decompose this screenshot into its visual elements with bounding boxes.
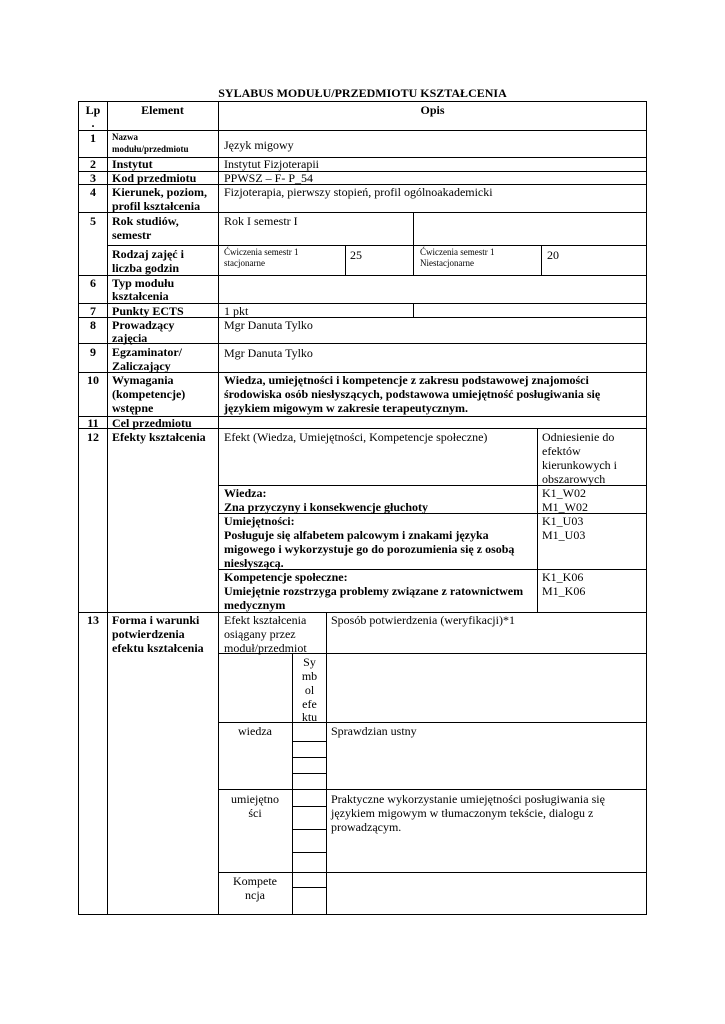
row-label: Efekty kształcenia <box>112 430 206 444</box>
stacjonarne-hours: 25 <box>350 248 362 262</box>
row-number: 2 <box>90 157 96 171</box>
symbol-header: Sy <box>303 655 316 669</box>
wiedza-ref: K1_W02 <box>542 486 586 500</box>
wiedza-text: Zna przyczyny i konsekwencje głuchoty <box>224 500 428 514</box>
row-label: Rodzaj zajęć i <box>112 247 184 261</box>
umiejetnosci-text: niesłyszącą. <box>224 556 284 570</box>
wiedza-heading: Wiedza: <box>224 486 267 500</box>
row-label: Prowadzący <box>112 318 175 332</box>
wiedza-ref: M1_W02 <box>542 500 588 514</box>
row-label: semestr <box>112 228 152 242</box>
header-lp: Lp <box>85 103 101 117</box>
umiejetnosci-text: migowego i wykorzystuje go do porozumienia się z osobą <box>224 542 515 556</box>
reference-header: obszarowych <box>542 472 606 486</box>
symbol-header: efe <box>302 697 317 711</box>
symbol-header: ktu <box>301 710 318 724</box>
row-label: Zaliczający <box>112 359 171 373</box>
umiejetnosci-text: Posługuje się alfabetem palcowym i znakami języka <box>224 528 489 542</box>
row-number: 8 <box>90 318 96 332</box>
reference-header: efektów <box>542 444 581 458</box>
row-label: modułu/przedmiotu <box>112 144 189 154</box>
row-label: wstępne <box>112 401 154 415</box>
kompetencje-label: ncja <box>245 888 265 902</box>
row-label: Rok studiów, <box>112 214 179 228</box>
row-number: 7 <box>90 304 96 318</box>
kompetencje-ref: M1_K06 <box>542 584 586 598</box>
row-label: Instytut <box>112 157 153 171</box>
row-number: 10 <box>87 373 99 387</box>
row-number: 6 <box>90 276 96 290</box>
row-value: PPWSZ – F- P_54 <box>224 171 314 185</box>
row-label: Nazwa <box>112 132 138 142</box>
row-label: Typ modułu <box>112 276 175 290</box>
row-label: Cel przedmiotu <box>112 416 192 430</box>
row-value: Fizjoterapia, pierwszy stopień, profil ogólnoakademicki <box>224 185 493 199</box>
row-number: 13 <box>87 613 99 627</box>
row-label: zajęcia <box>112 331 148 345</box>
row-value: Instytut Fizjoterapii <box>224 157 319 171</box>
symbol-header: mb <box>301 669 318 683</box>
stacjonarne-type: Ćwiczenia semestr 1 <box>224 247 299 257</box>
row-label: profil kształcenia <box>112 199 201 213</box>
stacjonarne-type: stacjonarne <box>224 258 265 268</box>
kompetencje-label: Kompete <box>233 874 277 888</box>
kompetencje-ref: K1_K06 <box>542 570 584 584</box>
row-number: 4 <box>90 185 96 199</box>
row-number: 9 <box>90 345 96 359</box>
verification-header: Sposób potwierdzenia (weryfikacji)*1 <box>331 613 515 627</box>
row-number: 3 <box>90 171 96 185</box>
row-number: 5 <box>90 214 96 228</box>
row-label: kształcenia <box>112 289 169 303</box>
symbol-header: ol <box>304 683 315 697</box>
row-value: Wiedza, umiejętności i kompetencje z zakresu podstawowej znajomości <box>224 373 589 387</box>
row-number: 11 <box>87 416 99 430</box>
reference-header: kierunkowych i <box>542 458 617 472</box>
umiejetnosci-method: Praktyczne wykorzystanie umiejętności posługiwania się <box>331 792 605 806</box>
kompetencje-text: medycznym <box>224 598 286 612</box>
niestacjonarne-hours: 20 <box>547 248 559 262</box>
kompetencje-text: Umiejętnie rozstrzyga problemy związane z ratownictwem <box>224 584 524 598</box>
header-lp-dot: . <box>91 116 95 130</box>
umiejetnosci-ref: M1_U03 <box>542 528 586 542</box>
row-label: potwierdzenia <box>112 627 185 641</box>
umiejetnosci-label: umiejętno <box>231 792 279 806</box>
kompetencje-heading: Kompetencje społeczne: <box>224 570 348 584</box>
row-value: Mgr Danuta Tylko <box>224 318 313 332</box>
row-label: Wymagania <box>112 373 174 387</box>
umiejetnosci-ref: K1_U03 <box>542 514 584 528</box>
page-title: SYLABUS MODUŁU/PRZEDMIOTU KSZTAŁCENIA <box>218 86 507 100</box>
row-label: liczba godzin <box>112 261 180 275</box>
effect-header: osiągany przez <box>224 627 296 641</box>
row-value: Rok I semestr I <box>224 214 298 228</box>
effect-header: moduł/przedmiot <box>224 641 307 655</box>
row-value: Język migowy <box>224 138 294 152</box>
row-value: 1 pkt <box>224 304 249 318</box>
wiedza-method: Sprawdzian ustny <box>331 724 417 738</box>
umiejetnosci-label: ści <box>248 806 262 820</box>
reference-header: Odniesienie do <box>542 430 615 444</box>
wiedza-label: wiedza <box>238 724 272 738</box>
row-number: 1 <box>90 131 96 145</box>
row-label: (kompetencje) <box>112 387 186 401</box>
row-label: Kierunek, poziom, <box>112 185 207 199</box>
row-label: Kod przedmiotu <box>112 171 197 185</box>
header-element: Element <box>141 103 184 117</box>
row-label: Forma i warunki <box>112 613 200 627</box>
row-value: środowiska osób niesłyszących, podstawowa umiejętność posługiwania się <box>224 387 601 401</box>
umiejetnosci-method: prowadzącym. <box>331 820 402 834</box>
effects-header: Efekt (Wiedza, Umiejętności, Kompetencje społeczne) <box>224 430 488 444</box>
row-label: efektu kształcenia <box>112 641 204 655</box>
row-label: Egzaminator/ <box>112 345 182 359</box>
effect-header: Efekt kształcenia <box>224 613 307 627</box>
umiejetnosci-heading: Umiejętności: <box>224 514 295 528</box>
umiejetnosci-method: językiem migowym w tłumaczonym tekście, dialogu z <box>331 806 594 820</box>
row-value: językiem migowym w zakresie terapeutycznym. <box>224 401 469 415</box>
row-number: 12 <box>87 430 99 444</box>
niestacjonarne-type: Niestacjonarne <box>420 258 474 268</box>
niestacjonarne-type: Ćwiczenia semestr 1 <box>420 247 495 257</box>
row-value: Mgr Danuta Tylko <box>224 346 313 360</box>
header-opis: Opis <box>420 103 445 117</box>
row-label: Punkty ECTS <box>112 304 184 318</box>
